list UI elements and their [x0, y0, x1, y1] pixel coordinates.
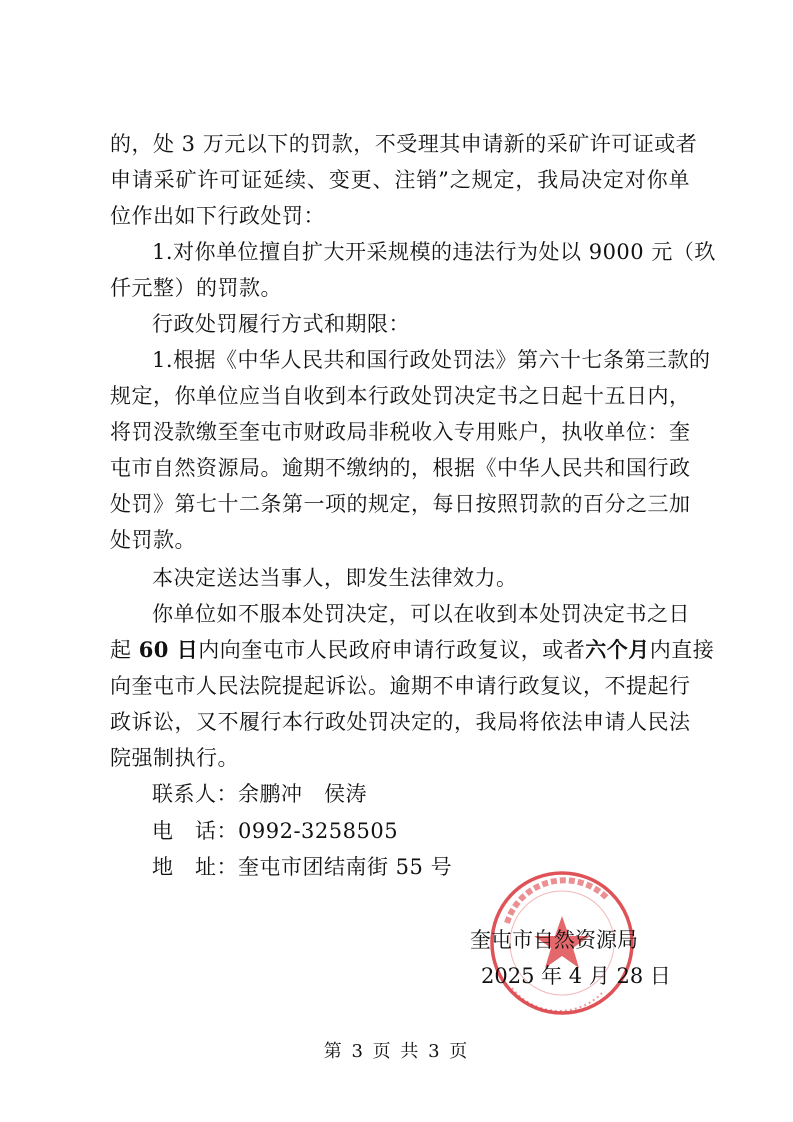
paragraph-line: 规定，你单位应当自收到本行政处罚决定书之日起十五日内，	[110, 384, 691, 408]
paragraph-line: 本决定送达当事人，即发生法律效力。	[152, 566, 518, 590]
paragraph-line: 屯市自然资源局。逾期不缴纳的，根据《中华人民共和国行政	[110, 456, 691, 480]
contact-phone-label: 电 话：	[152, 819, 238, 843]
deadline-months: 六个月	[585, 637, 650, 662]
signing-organization: 奎屯市自然资源局	[470, 928, 638, 952]
paragraph-line: 仟元整）的罚款。	[110, 276, 282, 300]
paragraph-line: 你单位如不服本处罚决定，可以在收到本处罚决定书之日	[152, 602, 690, 626]
paragraph-line: 处罚》第七十二条第一项的规定，每日按照罚款的百分之三加	[110, 492, 691, 516]
paragraph-line: 院强制执行。	[110, 746, 239, 770]
deadline-days: 60 日	[138, 637, 199, 662]
section-heading: 行政处罚履行方式和期限：	[152, 312, 410, 336]
text-run: 起	[110, 638, 139, 662]
paragraph-line: 政诉讼，又不履行本行政处罚决定的，我局将依法申请人民法	[110, 710, 691, 734]
signing-date: 2025 年 4 月 28 日	[481, 964, 671, 988]
paragraph-line: 申请采矿许可证延续、变更、注销”之规定，我局决定对你单	[110, 168, 690, 192]
text-run: 内直接	[649, 638, 715, 662]
paragraph-line: 处罚款。	[110, 528, 196, 552]
contact-person-value: 余鹏冲 侯涛	[238, 782, 367, 806]
paragraph-line: 1.对你单位擅自扩大开采规模的违法行为处以 9000 元（玖	[152, 240, 716, 264]
contact-phone-value: 0992-3258505	[238, 819, 399, 843]
contact-address-label: 地 址：	[152, 855, 238, 879]
paragraph-line: 位作出如下行政处罚：	[110, 204, 325, 228]
paragraph-line: 1.根据《中华人民共和国行政处罚法》第六十七条第三款的	[152, 348, 711, 372]
paragraph-line: 将罚没款缴至奎屯市财政局非税收入专用账户，执收单位：奎	[110, 420, 691, 444]
page-number: 第 3 页 共 3 页	[323, 1041, 470, 1062]
contact-address-value: 奎屯市团结南街 55 号	[238, 855, 453, 879]
paragraph-line: 向奎屯市人民法院提起诉讼。逾期不申请行政复议，不提起行	[110, 674, 691, 698]
contact-person	[152, 776, 690, 812]
paragraph-line: 的，处 3 万元以下的罚款，不受理其申请新的采矿许可证或者	[110, 132, 698, 156]
contact-phone	[152, 813, 690, 849]
text-run: 内向奎屯市人民政府申请行政复议，或者	[198, 638, 586, 662]
paragraph-line-mixed	[110, 632, 715, 668]
contact-person-label: 联系人：	[152, 782, 238, 806]
